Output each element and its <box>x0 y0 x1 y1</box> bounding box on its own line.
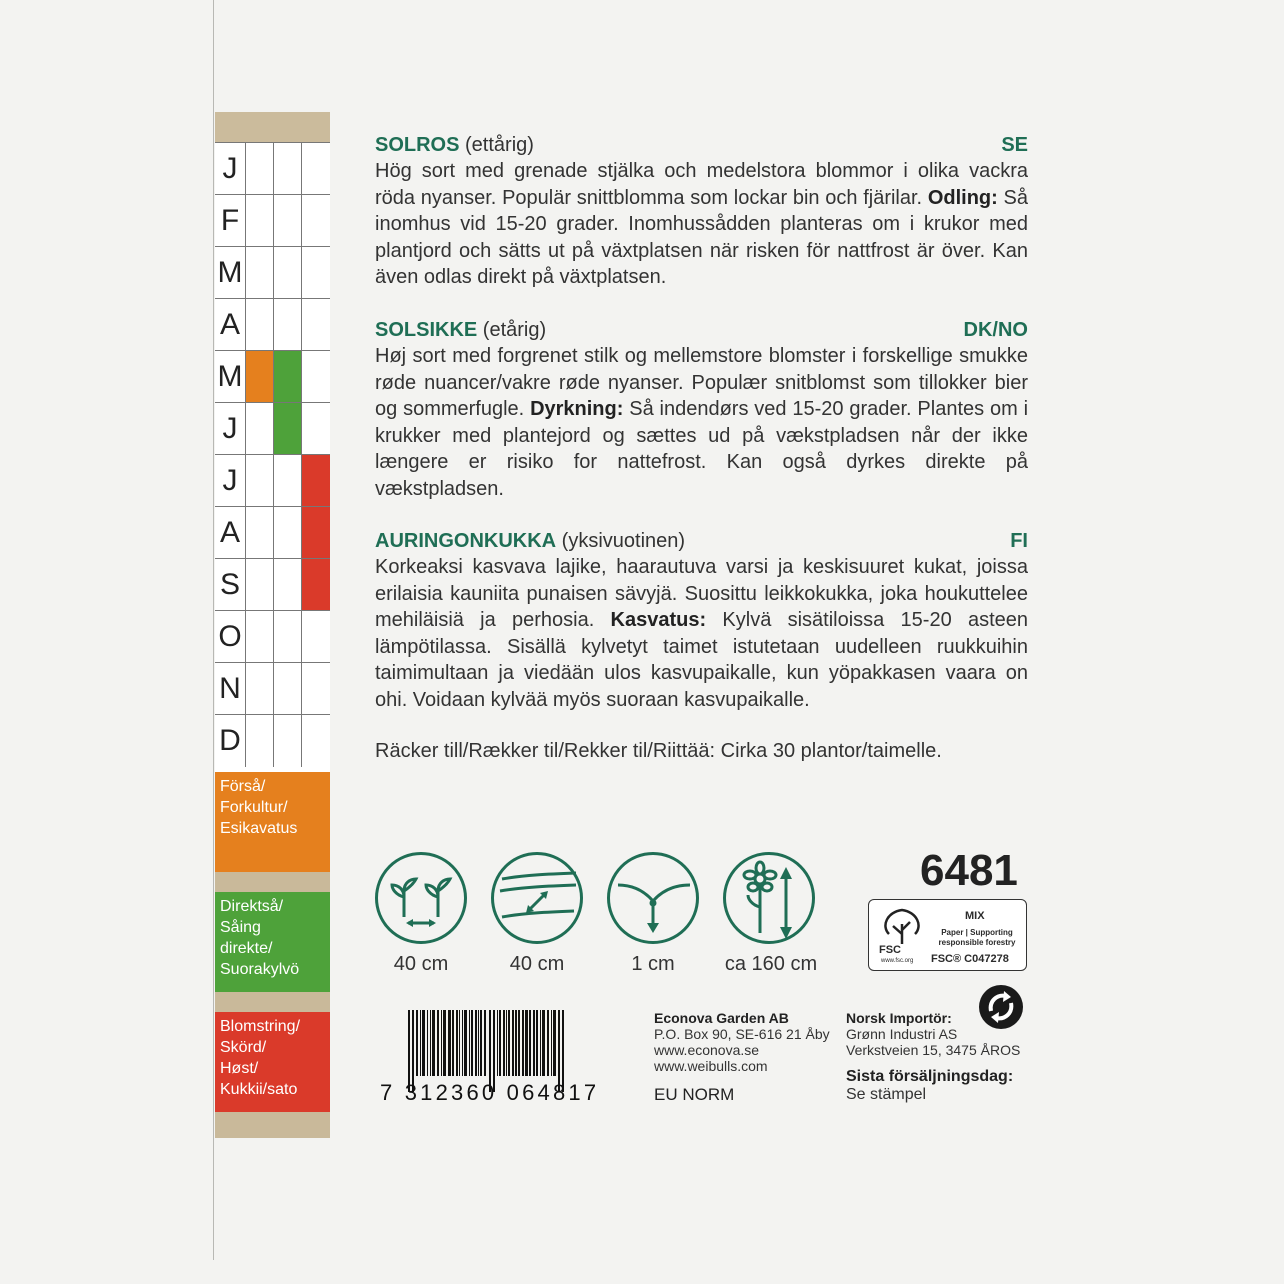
company-name: Econova Garden AB <box>654 1010 789 1026</box>
section-body <box>375 343 1028 502</box>
calendar-cell <box>273 611 301 663</box>
fsc-tree-icon <box>875 904 929 966</box>
barcode-bar <box>462 1010 463 1076</box>
legend-sow-direct-line: direkte/ <box>220 940 273 957</box>
language-code: FI <box>1010 530 1028 552</box>
legend-sow-direct <box>215 892 330 992</box>
calendar-row <box>215 350 330 403</box>
month-label: M <box>217 256 243 289</box>
barcode-bar <box>536 1010 538 1076</box>
calendar-cell <box>245 247 273 299</box>
fsc-website: www.fsc.org <box>881 958 914 964</box>
calendar-row <box>215 298 330 351</box>
section-body <box>375 554 1028 713</box>
barcode-bar <box>553 1010 556 1076</box>
month-label: F <box>220 204 240 237</box>
section-heading <box>375 528 1028 554</box>
legend-bloom-line: Blomstring/ <box>220 1018 301 1035</box>
plant-spacing-label: 40 cm <box>393 953 449 975</box>
legend-sow-indoor-line: Förså/ <box>220 778 266 795</box>
last-sale-value: Se stämpel <box>846 1086 927 1103</box>
month-label: A <box>219 516 240 549</box>
barcode-digits: 7 312360 064817 <box>380 1080 600 1105</box>
species-subtitle: (yksivuotinen) <box>556 530 686 552</box>
body-bold: Dyrkning: <box>530 398 624 420</box>
month-label: J <box>222 464 238 497</box>
language-code: DK/NO <box>963 319 1028 341</box>
barcode-bar <box>422 1010 425 1076</box>
barcode-bar <box>416 1010 418 1076</box>
barcode-bar <box>478 1010 479 1076</box>
company-address <box>654 1010 830 1074</box>
calendar-cell <box>245 351 273 403</box>
month-label: O <box>218 620 242 653</box>
species-title: SOLSIKKE <box>375 319 478 341</box>
row-spacing-icon <box>491 852 583 944</box>
fsc-license-code: FSC® C047278 <box>931 953 1009 965</box>
calendar-cell <box>245 195 273 247</box>
body-text: Så indendørs ved 15-20 grader. Plantes om i krukker med plantejord og sættes ud på vækstpladsen når der ikke længere er risiko for nattefrost. Kan også dyrkes direkte på vækstpladsen. <box>375 398 1029 500</box>
barcode-bar <box>515 1010 517 1076</box>
barcode-bar <box>427 1010 428 1076</box>
month-label: J <box>222 412 238 445</box>
calendar-cell <box>273 663 301 715</box>
calendar-cell <box>273 299 301 351</box>
importer-line: Verkstveien 15, 3475 ÅROS <box>846 1042 1021 1058</box>
barcode-bar <box>432 1010 435 1076</box>
barcode-bar <box>506 1010 507 1076</box>
calendar-row <box>215 194 330 247</box>
row-spacing-label: 40 cm <box>509 953 565 975</box>
fsc-mark: FSC <box>879 944 901 956</box>
body-text: Så inomhus vid 15-20 grader. Inomhussådden planteras om i krukor med plantjord och sätts ut på växtplatsen när risken för nattfrost är över. Kan även odlas direkt på växtplatsen. <box>375 186 1028 288</box>
calendar-cell <box>301 663 330 715</box>
species-title: AURINGONKUKKA <box>375 530 557 552</box>
barcode-bar <box>484 1010 486 1076</box>
barcode-bar <box>464 1010 467 1076</box>
company-line: www.econova.se <box>654 1042 760 1058</box>
calendar-cell <box>301 559 330 611</box>
fsc-label <box>868 899 1027 971</box>
barcode-bar <box>551 1010 552 1076</box>
importer-line: Grønn Industri AS <box>846 1026 958 1042</box>
barcode-bar <box>420 1010 421 1076</box>
calendar-cell <box>245 611 273 663</box>
yield-text: Räcker till/Rækker til/Rekker til/Riittää: Cirka 30 plantor/taimelle. <box>375 740 942 762</box>
article-number: 6481 <box>920 846 1018 895</box>
legend-bloom-line: Kukkii/sato <box>220 1081 298 1098</box>
calendar-row <box>215 558 330 611</box>
barcode-bar <box>443 1010 446 1076</box>
barcode-bar <box>456 1010 458 1076</box>
month-label: A <box>219 308 240 341</box>
barcode-bar <box>525 1010 528 1076</box>
calendar-cell <box>273 559 301 611</box>
legend-sow-direct-line: Suorakylvö <box>220 961 300 978</box>
barcode-bar <box>518 1010 520 1076</box>
month-label: N <box>219 672 241 705</box>
barcode-bar <box>448 1010 451 1076</box>
barcode-bar <box>452 1010 454 1076</box>
calendar-cell <box>273 715 301 767</box>
legend-sow-indoor-line: Esikavatus <box>220 820 298 837</box>
calendar-cell <box>301 299 330 351</box>
barcode-bar <box>471 1010 473 1076</box>
section-fi <box>375 528 1028 713</box>
sowing-calendar <box>215 112 330 1138</box>
calendar-cell <box>301 195 330 247</box>
section-se <box>375 132 1028 291</box>
calendar-cell <box>245 403 273 455</box>
calendar-cell <box>301 455 330 507</box>
body-text: Høj sort med forgrenet stilk og mellemstore blomster i forskellige smukke røde nuancer/vakre røde nyanser. Populær snitblomst som tillokker bier og sommerfugle. <box>375 345 1028 420</box>
recycle-icon <box>977 983 1025 1031</box>
importer-title: Norsk Importör: <box>846 1010 952 1026</box>
company-line: www.weibulls.com <box>654 1058 768 1074</box>
calendar-cell <box>245 559 273 611</box>
barcode-bar <box>503 1010 505 1076</box>
barcode-bar <box>441 1010 442 1076</box>
body-bold: Kasvatus: <box>610 609 707 631</box>
calendar-cell <box>273 195 301 247</box>
calendar-cell <box>273 507 301 559</box>
barcode-bar <box>469 1010 470 1076</box>
barcode-bar <box>542 1010 545 1076</box>
section-heading <box>375 317 1028 343</box>
calendar-cell <box>301 403 330 455</box>
legend-sow-direct-line: Direktså/ <box>220 898 284 915</box>
month-label: M <box>217 360 243 393</box>
language-code: SE <box>1001 134 1028 156</box>
body-bold: Odling: <box>927 186 998 209</box>
calendar-row <box>215 610 330 663</box>
fold-line <box>213 0 214 1260</box>
plant-spacing-icon <box>375 852 467 944</box>
calendar-row <box>215 454 330 507</box>
barcode-bar <box>480 1010 482 1076</box>
body-text: Hög sort med grenade stjälka och medelstora blommor i olika vackra röda nyanser. Populär snittblomma som lockar bin och fjärilar. <box>375 160 1028 209</box>
barcode-bar <box>459 1010 460 1076</box>
legend-sow-indoor <box>215 772 330 872</box>
last-sale-title: Sista försäljningsdag: <box>846 1068 1014 1085</box>
sowing-depth-label: 1 cm <box>631 953 675 975</box>
barcode-bar <box>430 1010 431 1076</box>
calendar-cell <box>273 143 301 195</box>
barcode-bar <box>497 1010 498 1076</box>
plant-height-icon <box>723 852 815 944</box>
body-text: Kylvä sisätiloissa 15-20 asteen lämpötilassa. Sisällä kylvetyt taimet istutetaan uudelleen ruukkuihin taimimultaan ja viedään ulos kasvupaikalle, kun yöpakkasen vaara on ohi. Voidaan kylvää myös suoraan kasvupaikalle. <box>375 609 1028 711</box>
calendar-cell <box>245 507 273 559</box>
calendar-row <box>215 246 330 299</box>
barcode-bar <box>437 1010 439 1076</box>
fsc-description: Paper | Supporting responsible forestry <box>938 928 1016 947</box>
month-label: J <box>222 152 238 185</box>
last-sale-date <box>846 1068 1013 1104</box>
calendar-cell <box>245 715 273 767</box>
calendar-cell <box>301 351 330 403</box>
barcode-bar <box>475 1010 477 1076</box>
barcode-bar <box>508 1010 510 1076</box>
calendar-row <box>215 402 330 455</box>
species-subtitle: (etårig) <box>477 319 547 341</box>
calendar-row <box>215 662 330 715</box>
calendar-cell <box>273 247 301 299</box>
month-label: D <box>219 724 241 757</box>
eu-norm: EU NORM <box>654 1085 735 1104</box>
calendar-cell <box>273 403 301 455</box>
species-title: SOLROS <box>375 134 460 156</box>
calendar-top-strip <box>215 112 330 142</box>
month-label: S <box>219 568 240 601</box>
calendar-row <box>215 142 330 195</box>
calendar-cell <box>301 143 330 195</box>
section-heading <box>375 132 1028 158</box>
company-line: P.O. Box 90, SE-616 21 Åby <box>654 1026 830 1042</box>
fsc-mix: MIX <box>965 910 985 922</box>
legend-bloom-line: Høst/ <box>220 1060 259 1077</box>
calendar-cell <box>301 507 330 559</box>
barcode-bar <box>499 1010 501 1076</box>
calendar-cell <box>245 299 273 351</box>
legend-bloom <box>215 1012 330 1112</box>
sowing-depth-icon <box>607 852 699 944</box>
plant-height-label: ca 160 cm <box>724 953 818 975</box>
barcode-bar <box>533 1010 535 1076</box>
section-dk-no <box>375 317 1028 502</box>
barcode-bar <box>540 1010 541 1076</box>
calendar-row <box>215 506 330 559</box>
barcode-bar <box>529 1010 531 1076</box>
legend-sow-direct-line: Såing <box>220 919 261 936</box>
calendar-cell <box>245 455 273 507</box>
calendar-grid <box>215 142 330 866</box>
barcode-bar <box>512 1010 514 1076</box>
legend-bloom-line: Skörd/ <box>220 1039 267 1056</box>
calendar-cell <box>245 663 273 715</box>
calendar-cell <box>301 611 330 663</box>
calendar-cell <box>273 455 301 507</box>
species-subtitle: (ettårig) <box>459 134 534 156</box>
calendar-row <box>215 714 330 767</box>
calendar-cell <box>301 247 330 299</box>
calendar-cell <box>245 143 273 195</box>
calendar-cell <box>301 715 330 767</box>
calendar-cell <box>273 351 301 403</box>
legend-sow-indoor-line: Forkultur/ <box>220 799 288 816</box>
body-text: Korkeaksi kasvava lajike, haarautuva varsi ja keskisuuret kukat, joissa erilaisia kauniita punaisen sävyjä. Suosittu leikkokukka, joka houkuttelee mehiläisiä ja perhosia. <box>375 556 1028 631</box>
section-body <box>375 158 1028 291</box>
barcode-bar <box>547 1010 549 1076</box>
barcode-bar <box>522 1010 524 1076</box>
